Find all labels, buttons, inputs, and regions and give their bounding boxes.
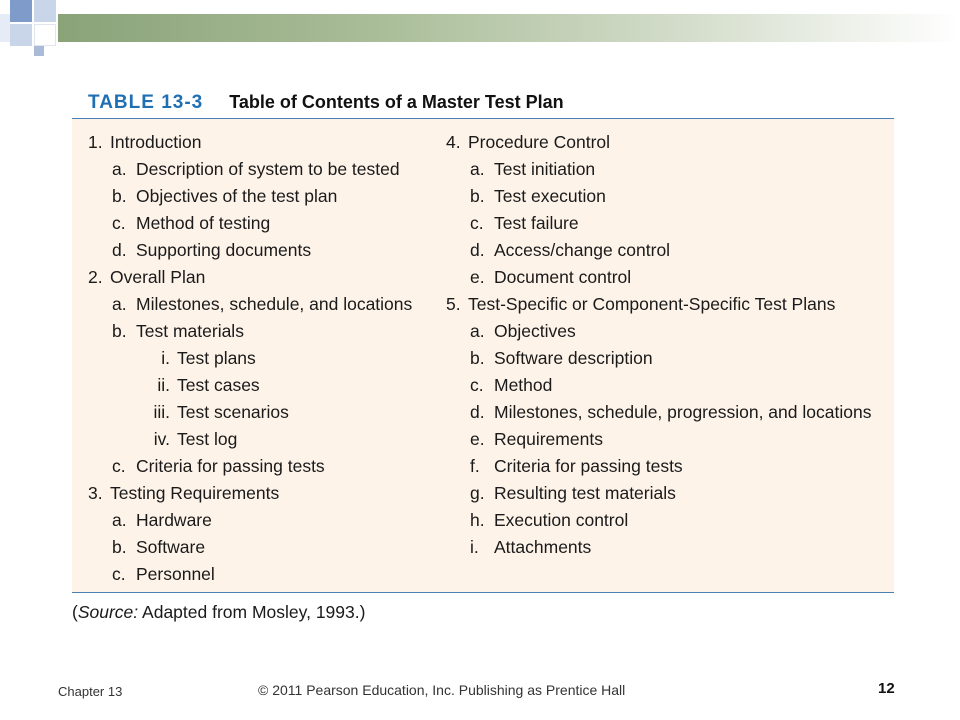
toc-entry-label: a. <box>112 294 127 314</box>
toc-entry <box>446 345 871 372</box>
right-column <box>446 129 871 561</box>
toc-entry-text: Test cases <box>177 375 260 395</box>
toc-entry-text: Milestones, schedule, progression, and locations <box>494 402 872 422</box>
toc-entry-label: 5. <box>446 294 461 314</box>
toc-entry <box>88 534 412 561</box>
toc-entry <box>446 129 871 156</box>
header-gradient-band <box>58 14 960 42</box>
toc-entry-label: c. <box>470 213 484 233</box>
toc-entry-text: Supporting documents <box>136 240 312 260</box>
toc-entry-label: a. <box>470 321 485 341</box>
toc-entry <box>88 210 412 237</box>
toc-entry-text: Milestones, schedule, and locations <box>136 294 413 314</box>
source-note <box>72 602 365 623</box>
toc-entry-label: d. <box>470 402 485 422</box>
toc-entry <box>88 480 412 507</box>
toc-entry-text: Test-Specific or Component-Specific Test Plans <box>468 294 836 314</box>
toc-entry-label: a. <box>470 159 485 179</box>
toc-entry-label: i. <box>161 348 170 368</box>
decor-square <box>34 0 56 22</box>
toc-entry-text: Introduction <box>110 132 202 152</box>
toc-entry-text: Test log <box>177 429 238 449</box>
toc-entry <box>88 561 412 588</box>
toc-entry <box>88 372 412 399</box>
footer-chapter: Chapter 13 <box>58 684 123 699</box>
decor-square <box>10 24 32 46</box>
toc-entry-label: i. <box>470 537 479 557</box>
toc-entry <box>446 507 871 534</box>
toc-entry <box>88 264 412 291</box>
toc-entry-label: 1. <box>88 132 103 152</box>
toc-entry-label: c. <box>112 564 126 584</box>
decor-square <box>0 14 10 42</box>
toc-entry-text: Testing Requirements <box>110 483 280 503</box>
toc-entry-label: b. <box>470 186 485 206</box>
toc-entry <box>88 507 412 534</box>
toc-entry-label: d. <box>112 240 127 260</box>
toc-entry-label: h. <box>470 510 485 530</box>
toc-entry-text: Software <box>136 537 206 557</box>
decor-square <box>34 24 56 46</box>
toc-entry-text: Test initiation <box>494 159 596 179</box>
toc-entry-text: Test failure <box>494 213 579 233</box>
toc-entry-label: g. <box>470 483 485 503</box>
toc-entry <box>88 291 412 318</box>
toc-entry <box>446 480 871 507</box>
toc-entry <box>88 237 412 264</box>
toc-entry-text: Test plans <box>177 348 256 368</box>
page-number: 12 <box>878 680 895 697</box>
table-number: TABLE 13-3 <box>88 92 204 113</box>
toc-entry-label: e. <box>470 429 485 449</box>
toc-entry-label: d. <box>470 240 485 260</box>
toc-entry <box>88 156 412 183</box>
toc-entry-label: b. <box>112 537 127 557</box>
left-column <box>88 129 412 588</box>
toc-entry-label: e. <box>470 267 485 287</box>
toc-entry-label: ii. <box>157 375 170 395</box>
toc-entry-label: iv. <box>153 429 170 449</box>
toc-entry <box>446 291 871 318</box>
toc-entry-text: Access/change control <box>494 240 671 260</box>
toc-entry-text: Requirements <box>494 429 603 449</box>
toc-entry-text: Resulting test materials <box>494 483 676 503</box>
toc-entry <box>88 453 412 480</box>
toc-entry <box>88 318 412 345</box>
source-label: Source: <box>77 602 139 622</box>
toc-entry-label: b. <box>112 186 127 206</box>
toc-entry-text: Criteria for passing tests <box>136 456 325 476</box>
decor-square <box>34 46 44 56</box>
toc-entry <box>446 534 871 561</box>
toc-entry-label: a. <box>112 159 127 179</box>
table-of-contents <box>72 118 894 593</box>
toc-entry-text: Criteria for passing tests <box>494 456 683 476</box>
toc-entry-text: Objectives of the test plan <box>136 186 338 206</box>
toc-entry-label: f. <box>470 456 480 476</box>
toc-entry-text: Description of system to be tested <box>136 159 400 179</box>
toc-entry-text: Execution control <box>494 510 629 530</box>
toc-entry-label: 3. <box>88 483 103 503</box>
toc-entry-text: Test scenarios <box>177 402 289 422</box>
toc-entry-text: Overall Plan <box>110 267 206 287</box>
toc-entry-text: Test materials <box>136 321 244 341</box>
toc-entry <box>88 399 412 426</box>
toc-entry-label: b. <box>112 321 127 341</box>
toc-entry <box>446 318 871 345</box>
toc-entry-text: Hardware <box>136 510 212 530</box>
toc-entry-text: Software description <box>494 348 653 368</box>
toc-entry-label: c. <box>470 375 484 395</box>
toc-entry <box>88 183 412 210</box>
toc-entry <box>88 426 412 453</box>
toc-entry-label: 4. <box>446 132 461 152</box>
footer-copyright: © 2011 Pearson Education, Inc. Publishing as Prentice Hall <box>258 682 626 698</box>
toc-entry <box>446 426 871 453</box>
toc-entry <box>446 183 871 210</box>
toc-entry-text: Procedure Control <box>468 132 611 152</box>
toc-entry-text: Method <box>494 375 553 395</box>
toc-entry-text: Method of testing <box>136 213 271 233</box>
toc-entry-label: 2. <box>88 267 103 287</box>
source-open: ( <box>72 602 78 622</box>
toc-entry <box>446 264 871 291</box>
toc-entry <box>446 210 871 237</box>
toc-entry-text: Test execution <box>494 186 606 206</box>
toc-entry-text: Attachments <box>494 537 592 557</box>
toc-entry-label: c. <box>112 456 126 476</box>
toc-entry-text: Personnel <box>136 564 215 584</box>
toc-entry <box>446 237 871 264</box>
toc-entry <box>446 453 871 480</box>
toc-entry-label: c. <box>112 213 126 233</box>
table-title <box>88 92 564 118</box>
toc-entry <box>88 129 412 156</box>
toc-entry <box>88 345 412 372</box>
toc-entry-text: Document control <box>494 267 632 287</box>
decor-square <box>10 0 32 22</box>
table-caption: Table of Contents of a Master Test Plan <box>229 92 564 112</box>
toc-entry <box>446 399 871 426</box>
toc-entry <box>446 156 871 183</box>
toc-entry-label: a. <box>112 510 127 530</box>
toc-entry-text: Objectives <box>494 321 576 341</box>
toc-entry-label: b. <box>470 348 485 368</box>
toc-entry <box>446 372 871 399</box>
toc-entry-label: iii. <box>153 402 170 422</box>
source-text: Adapted from Mosley, 1993.) <box>138 602 366 622</box>
